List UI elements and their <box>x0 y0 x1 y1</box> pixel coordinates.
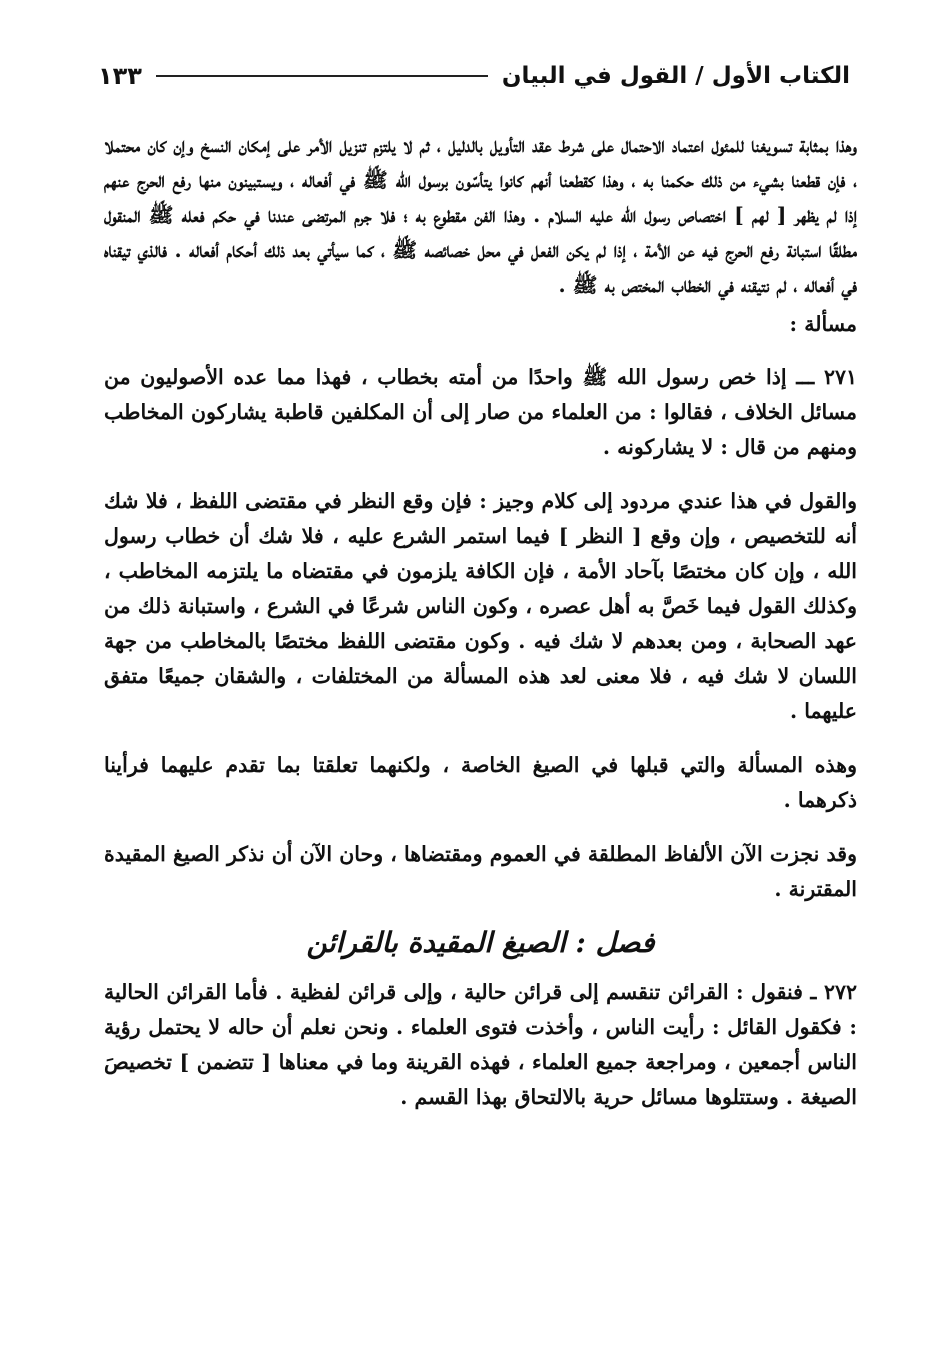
page-body <box>104 128 857 1134</box>
masala-heading: مسألة : <box>789 312 857 336</box>
page-number: ١٣٣ <box>98 62 142 90</box>
paragraph-6: ٢٧٢ ـ فنقول : القرائن تنقسم إلى قرائن حالية ، وإلى قرائن لفظية . فأما القرائن الحالية : فكقول القائل : رأيت الناس ، وأخذت فتوى العلماء . ونحن نعلم أن حاله لا يحتمل رؤية الناس أجمعين ، ومراجعة جميع العلماء ، فهذه القرينة وما في معناها [ تتضمن ] تخصيصَ الصيغة . وستتلوها مسائل حرية بالالتحاق بهذا القسم . <box>104 980 857 1109</box>
section-title: فصل : الصيغ المقيدة بالقرائن <box>306 926 655 959</box>
header-rule <box>156 75 488 77</box>
paragraph-2: ٢٧١ ـــ إذا خص رسول الله ﷺ واحدًا من أمته بخطاب ، فهذا مما عده الأصوليون من مسائل الخلاف ، فقالوا : من العلماء من صار إلى أن المكلفين قاطبة يشاركون المخاطب ومنهم من قال : لا يشاركونه . <box>104 365 857 459</box>
paragraph-5: وقد نجزت الآن الألفاظ المطلقة في العموم ومقتضاها ، وحان الآن أن نذكر الصيغ المقيدة المقترنة . <box>104 842 857 901</box>
paragraph-1: وهذا بمثابة تسويغنا للمئول اعتماد الاحتمال على شرط عقد التأويل بالدليل ، ثم لا يلتزم تنزيل الأمر على إمكان النسخ وإن كان محتملا ، فإن قطعنا بشيء من ذلك حكمنا به ، وهذا كقطعنا أنهم كانوا يتأسّون برسول الله ﷺ في أفعاله ، ويستبينون منها رفع الحرج عنهم إذا لم يظهر [ لهم ] اختصاص رسول الله عليه السلام . وهذا الفن مقطوع به ؛ فلا جرم المرتضى عندنا في حكم فعله ﷺ المنقول مطلقًا استبانة رفع الحرج فيه عن الأمة ، إذا لم يكن الفعل في محل خصائصه ﷺ ، كما سيأتي بعد ذلك أحكام أفعاله . فالذي تيقناه في أفعاله ، لم نتيقنه في الخطاب المختص به ﷺ . <box>104 133 857 297</box>
paragraph-3: والقول في هذا عندي مردود إلى كلام وجيز : فإن وقع النظر في مقتضى اللفظ ، فلا شك أنه للتخصيص ، وإن وقع [ النظر ] فيما استمر الشرع عليه ، فلا شك أن خطاب رسول الله ، وإن كان مختصًا بآحاد الأمة ، فإن الكافة يلزمون في مقتضاه ما يلتزمه المخاطب ، وكذلك القول فيما خَصَّ به أهل عصره ، وكون الناس شرعًا في الشرع ، واستبانة ذلك من عهد الصحابة ، ومن بعدهم لا شك فيه . وكون مقتضى اللفظ مختصًا بالمخاطب من جهة اللسان لا شك فيه ، فلا معنى لعد هذه المسألة من المختلفات ، والشقان جميعًا متفق عليهما . <box>104 489 857 723</box>
running-title: الكتاب الأول / القول في البيان <box>501 63 850 89</box>
page-header <box>98 56 850 96</box>
paragraph-4: وهذه المسألة والتي قبلها في الصيغ الخاصة ، ولكنهما تعلقتا بما تقدم عليهما فرأينا ذكرهما . <box>104 753 857 812</box>
